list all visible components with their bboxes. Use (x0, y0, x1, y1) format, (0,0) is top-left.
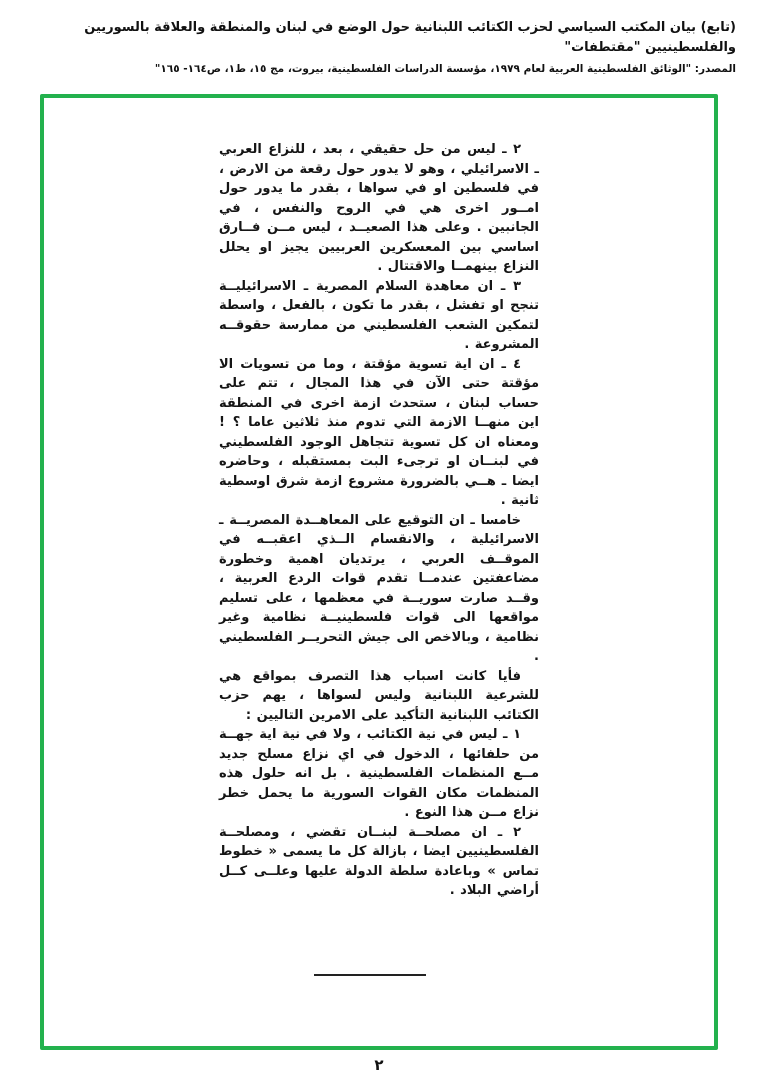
end-of-text-divider (314, 974, 426, 976)
page-number: ٢ (374, 1056, 384, 1074)
paragraph-intro-two-points: فأيا كانت اسباب هذا التصرف بمواقع هي للشرعية اللبنانية وليس لسواها ، يهم حزب الكتائب اللبنانية التأكيد على الامرين التاليين : (219, 668, 539, 723)
point-1: ١ ـ ليس في نية الكتائب ، ولا في نية اية جهــة من حلفائها ، الدخول في اي نزاع مسلح جديد مــع المنظمات الفلسطينية . بل انه حلول هذه المنظمات مكان القوات السورية ما يحمل خطر نزاع مــن هذا النوع . (219, 727, 539, 820)
document-source: المصدر: "الوثائق الفلسطينية العربية لعام ١٩٧٩، مؤسسة الدراسات الفلسطينية، بيروت، مج ١٥، ط١، ص١٦٤- ١٦٥" (154, 63, 736, 75)
point-2: ٢ ـ ان مصلحــة لبنــان تقضي ، ومصلحــة الفلسطينيين ايضا ، بازالة كل ما يسمى « خطوط تماس » وباعادة سلطة الدولة عليها وعلــى كــل أراضي البلاد . (219, 824, 539, 898)
paragraph-2: ٢ ـ ليس من حل حقيقي ، بعد ، للنزاع العربي ـ الاسرائيلي ، وهو لا يدور حول رقعة من الارض ، في فلسطين او في سواها ، بقدر ما يدور حول امــور اخرى هي في الروح والنفس ، في الجانبين . وعلى هذا الصعيــد ، ليس مــن فــارق اساسي بين المعسكرين العربيين يجيز او يحلل النزاع بينهمــا والاقتتال . (219, 142, 539, 274)
document-header (22, 18, 736, 75)
paragraph-fifth: خامسا ـ ان التوقيع على المعاهــدة المصريــة ـ الاسرائيلية ، والانقسام الــذي اعقبــه في الموقــف العربي ، يرتديان اهمية وخطورة مضاعفتين عندمــا تقدم قوات الردع العربية ، وقــد صارت سوريــة في معظمها ، على تسليم مواقعها الى قوات فلسطينيــة نظامية وغير نظامية ، وبالاخص الى جيش التحريــر الفلسطيني . (219, 512, 539, 664)
paragraph-4: ٤ ـ ان اية تسوية مؤقتة ، وما من تسويات الا مؤقتة حتى الآن في هذا المجال ، تتم على حساب لبنان ، ستحدث ازمة اخرى في المنطقة اين منهــا الازمة التي تدوم منذ ثلاثين عاما ؟ ! ومعناه ان كل تسوية تتجاهل الوجود الفلسطيني في لبنــان او ترجىء البت بمستقبله ، وحاضره ايضا ـ هــي بالضرورة مشروع ازمة شرق اوسطية ثانية . (219, 356, 539, 508)
document-body (219, 140, 539, 901)
document-title: (تابع) بيان المكتب السياسي لحزب الكتائب اللبنانية حول الوضع في لبنان والمنطقة والعلاقة بالسوريين والفلسطينيين "مقتطفات" (84, 20, 736, 55)
paragraph-3: ٣ ـ ان معاهدة السلام المصرية ـ الاسرائيليــة تنجح او تفشل ، بقدر ما تكون ، بالفعل ، واسطة لتمكين الشعب الفلسطيني من ممارسة حقوقــه المشروعة . (219, 278, 539, 352)
